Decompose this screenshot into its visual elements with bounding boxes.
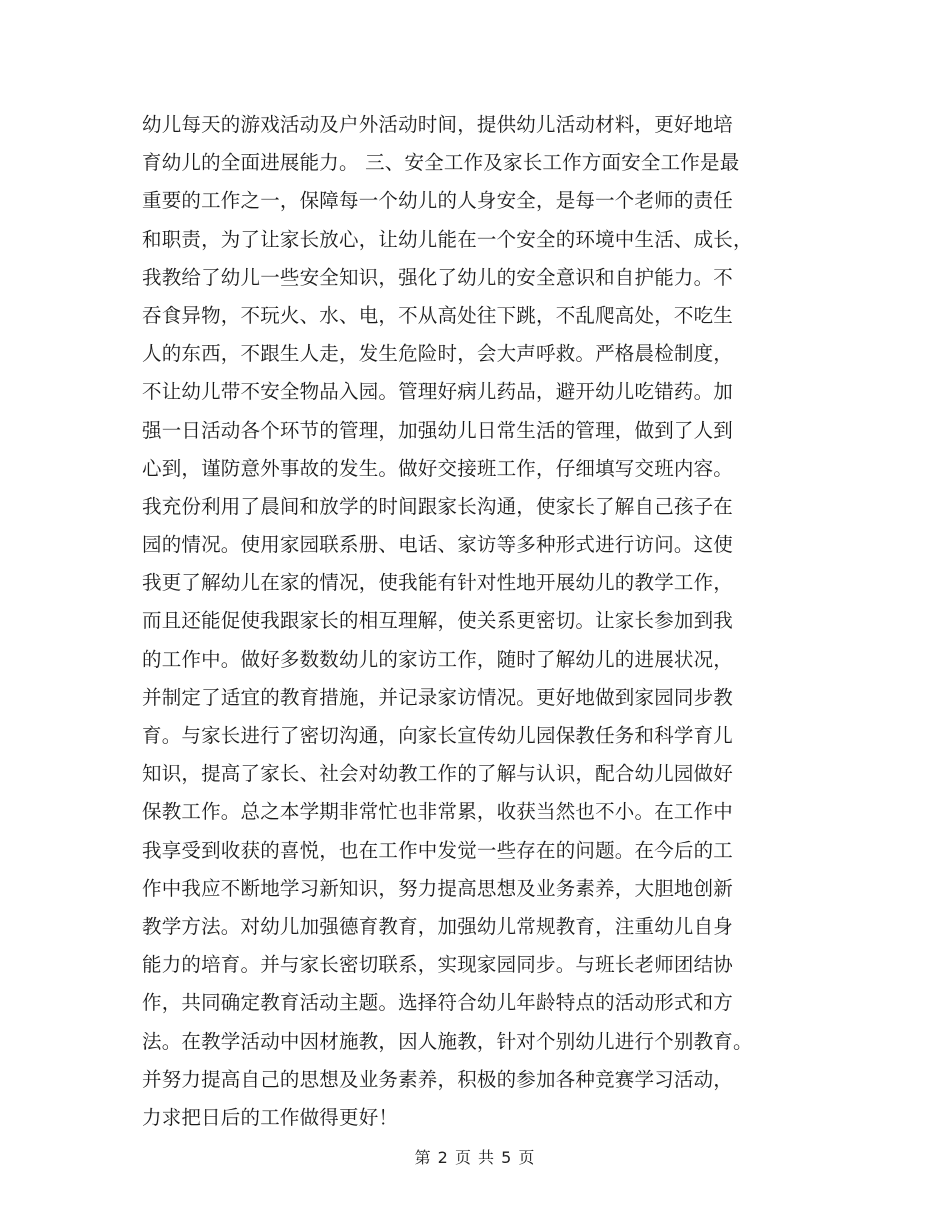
text-line: 作，共同确定教育活动主题。选择符合幼儿年龄特点的活动形式和方 (142, 991, 734, 1015)
page-footer: 第 2 页 共 5 页 (414, 1148, 536, 1167)
text-line: 育。与家长进行了密切沟通，向家长宣传幼儿园保教任务和科学育儿 (142, 724, 734, 747)
text-line: 和职责，为了让家长放心，让幼儿能在一个安全的环境中生活、成长， (142, 227, 753, 251)
text-line: 作中我应不断地学习新知识，努力提高思想及业务素养，大胆地创新 (142, 876, 734, 900)
text-line: 保教工作。总之本学期非常忙也非常累，收获当然也不小。在工作中 (142, 800, 734, 824)
text-line: 心到，谨防意外事故的发生。做好交接班工作，仔细填写交班内容。 (142, 456, 734, 480)
text-line: 育幼儿的全面进展能力。 三、安全工作及家长工作方面安全工作是最 (142, 151, 740, 175)
text-line: 并努力提高自己的思想及业务素养，积极的参加各种竞赛学习活动， (142, 1067, 734, 1091)
text-line: 能力的培育。并与家长密切联系，实现家园同步。与班长老师团结协 (142, 953, 734, 977)
text-line: 并制定了适宜的教育措施，并记录家访情况。更好地做到家园同步教 (142, 685, 734, 709)
text-line: 不让幼儿带不安全物品入园。管理好病儿药品，避开幼儿吃错药。加 (142, 380, 734, 404)
body-text (142, 106, 822, 1137)
text-line: 我更了解幼儿在家的情况，使我能有针对性地开展幼儿的教学工作， (142, 571, 734, 595)
text-line: 的工作中。做好多数数幼儿的家访工作，随时了解幼儿的进展状况， (142, 647, 734, 671)
text-line: 教学方法。对幼儿加强德育教育，加强幼儿常规教育，注重幼儿自身 (142, 914, 734, 938)
text-line: 人的东西，不跟生人走，发生危险时，会大声呼救。严格晨检制度， (142, 342, 734, 366)
text-line: 知识，提高了家长、社会对幼教工作的了解与认识，配合幼儿园做好 (142, 762, 734, 786)
text-line: 力求把日后的工作做得更好！ (142, 1105, 399, 1129)
text-line: 吞食异物，不玩火、水、电，不从高处往下跳，不乱爬高处，不吃生 (142, 303, 734, 327)
text-line: 园的情况。使用家园联系册、电话、家访等多种形式进行访问。这使 (142, 533, 734, 557)
text-line: 我教给了幼儿一些安全知识，强化了幼儿的安全意识和自护能力。不 (142, 265, 734, 289)
text-line: 幼儿每天的游戏活动及户外活动时间，提供幼儿活动材料，更好地培 (142, 113, 734, 136)
text-line: 我充份利用了晨间和放学的时间跟家长沟通，使家长了解自己孩子在 (142, 494, 734, 518)
text-line: 强一日活动各个环节的管理，加强幼儿日常生活的管理，做到了人到 (142, 418, 734, 442)
text-line: 法。在教学活动中因材施教，因人施教，针对个别幼儿进行个别教育。 (142, 1029, 753, 1053)
text-line: 重要的工作之一，保障每一个幼儿的人身安全，是每一个老师的责任 (142, 189, 734, 213)
text-line: 而且还能促使我跟家长的相互理解，使关系更密切。让家长参加到我 (142, 609, 734, 633)
text-line: 我享受到收获的喜悦，也在工作中发觉一些存在的问题。在今后的工 (142, 838, 734, 862)
